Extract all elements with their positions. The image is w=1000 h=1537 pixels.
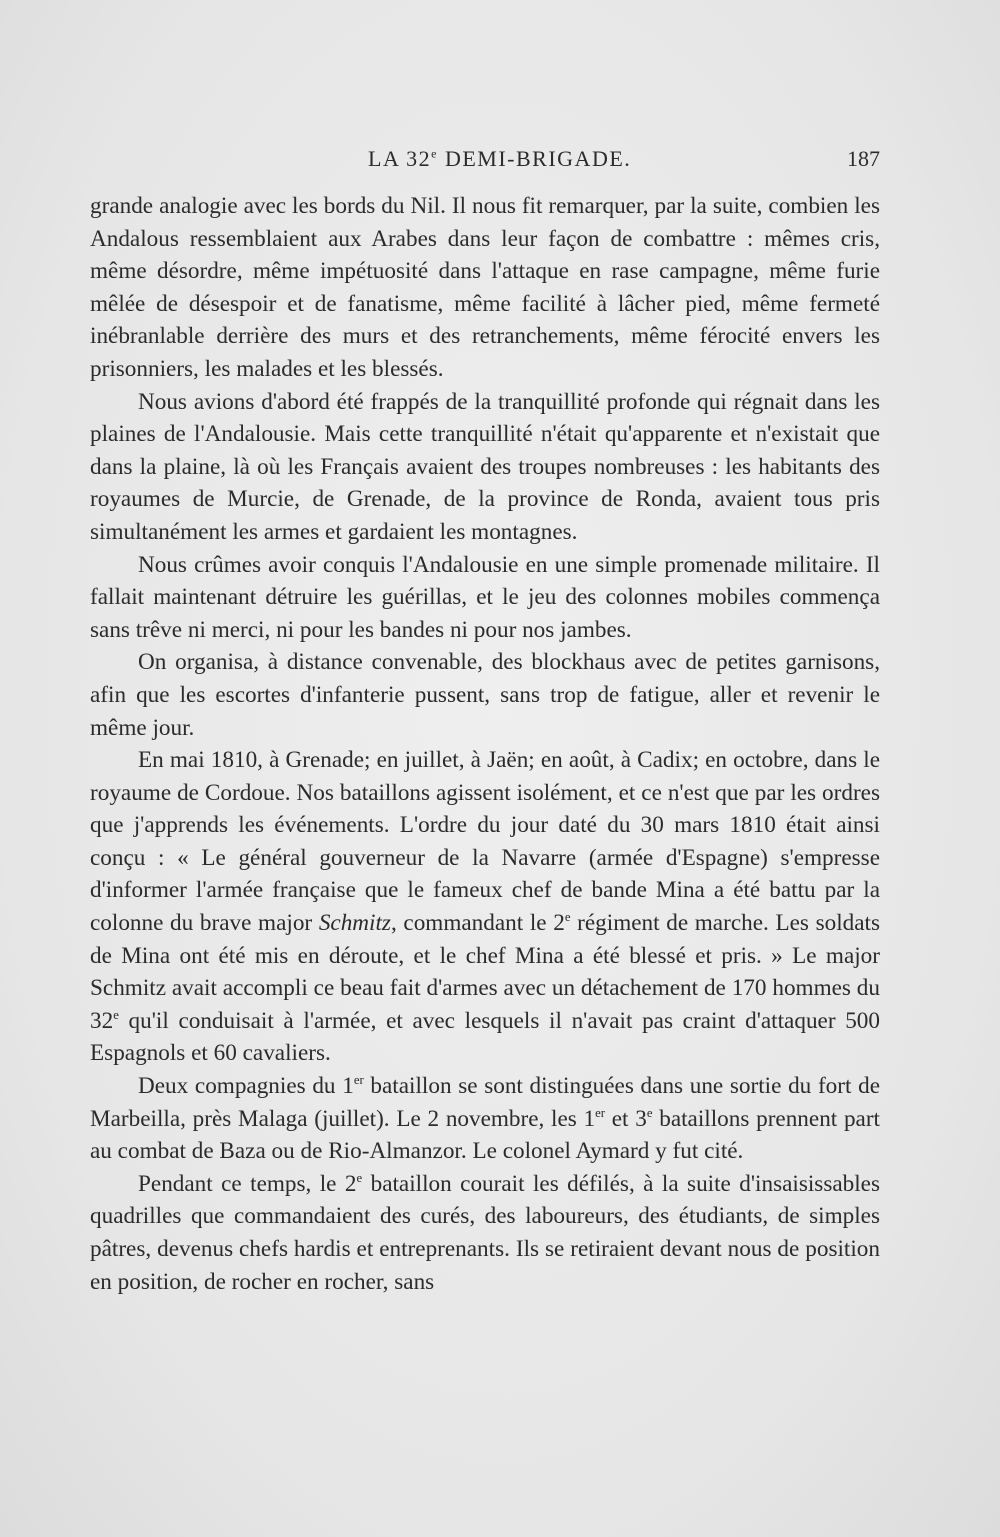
superscript: e (113, 1007, 119, 1022)
body-text (90, 190, 880, 1298)
superscript: e (356, 1170, 363, 1185)
paragraph-text: bataillon courait les défilés, à la suite d'insaisissables quadrilles que commandaient des curés, des laboureurs, des étudiants, de simples pâtres, devenus chefs hardis et entreprenants. Ils se retiraient devant nous de position en position, de rocher en rocher, sans (90, 1170, 880, 1295)
running-head-suffix: DEMI-BRIGADE. (437, 146, 632, 171)
paragraph-text: Nous crûmes avoir conquis l'Andalousie en une simple promenade militaire. Il fallait maintenant détruire les guérillas, et le jeu des colonnes mobiles commença sans trêve ni merci, ni pour les bandes ni pour nos jambes. (90, 551, 880, 643)
paragraph-text: Deux compagnies du 1 (138, 1073, 354, 1100)
superscript: er (595, 1105, 606, 1120)
running-head-prefix: LA 32 (368, 146, 432, 171)
paragraph-text: régiment de marche. Les soldats de Mina ont été mis en déroute, et le chef Mina a été blessé et pris. » Le major Schmitz avait accompli ce beau fait d'armes avec un détachement de 170 hommes du 32 (90, 910, 881, 1034)
paragraph-text: et 3 (605, 1105, 647, 1132)
superscript: e (646, 1105, 653, 1120)
paragraph-text: En mai 1810, à Grenade; en juillet, à Jaën; en août, à Cadix; en octobre, dans le royaume de Cordoue. Nos bataillons agissent isolément, et ce n'est que par les ordres que j'apprends les événements. L'ordre du jour daté du 30 mars 1810 était ainsi conçu : « Le général gouverneur de la Navarre (armée d'Espagne) s'empresse d'informer l'armée française que le fameux chef de bande Mina a été battu par la colonne du brave major (90, 747, 880, 937)
paragraph-text: Pendant ce temps, le 2 (138, 1170, 357, 1197)
running-head (368, 146, 631, 172)
paragraph-text: Nous avions d'abord été frappés de la tranquillité profonde qui régnait dans les plaines de l'Andalousie. Mais cette tranquillité n'était qu'apparente et n'existait que dans la plaine, là où les Français avaient des troupes nombreuses : les habitants des royaumes de Murcie, de Grenade, de la province de Ronda, avaient tous pris simultanément les armes et gardaient les montagnes. (90, 388, 880, 545)
italic-text: Schmitz (318, 910, 391, 937)
paragraph (90, 744, 880, 1070)
superscript: e (564, 910, 571, 925)
page-header (90, 146, 880, 178)
superscript: er (353, 1073, 364, 1088)
paragraph (90, 646, 880, 744)
paragraph (90, 190, 880, 386)
paragraph-text: bataillons prennent part au combat de Baza ou de Rio-Almanzor. Le colonel Aymard y fut cité. (90, 1105, 880, 1165)
paragraph-text: On organisa, à distance convenable, des blockhaus avec de petites garnisons, afin que les escortes d'infanterie pussent, sans trop de fatigue, aller et revenir le même jour. (90, 649, 880, 741)
paragraph (90, 386, 880, 549)
paragraph-text: bataillon se sont distinguées dans une sortie du fort de Marbeilla, près Malaga (juillet). Le 2 novembre, les 1 (90, 1073, 881, 1132)
paragraph-text: , commandant le 2 (390, 910, 565, 937)
paragraph (90, 1070, 880, 1168)
paragraph-text: qu'il conduisait à l'armée, et avec lesquels il n'avait pas craint d'attaquer 500 Espagnols et 60 cavaliers. (90, 1007, 880, 1067)
running-head-superscript: e (431, 146, 438, 161)
paragraph-text: grande analogie avec les bords du Nil. Il nous fit remarquer, par la suite, combien les Andalous ressemblaient aux Arabes dans leur façon de combattre : mêmes cris, même désordre, même impétuosité dans l'attaque en rase campagne, même furie mêlée de désespoir et de fanatisme, même facilité à lâcher pied, même fermeté inébranlable derrière des murs et des retranchements, même férocité envers les prisonniers, les malades et les blessés. (90, 193, 880, 382)
page-number: 187 (847, 146, 880, 171)
paragraph (90, 549, 880, 647)
paragraph (90, 1168, 880, 1298)
